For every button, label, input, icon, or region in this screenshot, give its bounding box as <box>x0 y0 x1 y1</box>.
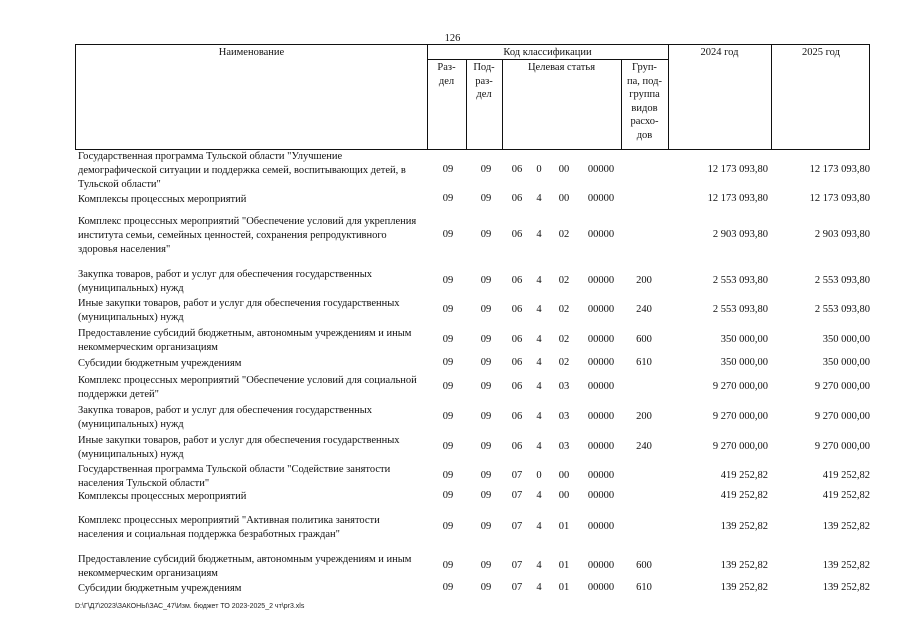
cell-t4: 00000 <box>587 560 615 571</box>
cell-t3: 03 <box>558 381 570 392</box>
cell-group: 600 <box>636 560 652 571</box>
cell-t1: 07 <box>511 560 523 571</box>
cell-t2: 4 <box>536 275 542 286</box>
cell-razdel: 09 <box>442 411 454 422</box>
cell-y2025: 139 252,82 <box>822 560 870 571</box>
cell-razdel: 09 <box>442 334 454 345</box>
cell-y2025: 2 553 093,80 <box>814 304 870 315</box>
cell-podrazdel: 09 <box>480 470 492 481</box>
cell-y2024: 9 270 000,00 <box>712 411 768 422</box>
cell-podrazdel: 09 <box>480 164 492 175</box>
row-name: Иные закупки товаров, работ и услуг для обеспечения государственных (муниципальных) нужд <box>78 298 400 323</box>
cell-t2: 4 <box>536 381 542 392</box>
cell-razdel: 09 <box>442 560 454 571</box>
cell-group: 200 <box>636 411 652 422</box>
cell-t4: 00000 <box>587 470 615 481</box>
cell-t3: 02 <box>558 275 570 286</box>
cell-t4: 00000 <box>587 411 615 422</box>
cell-t1: 06 <box>511 441 523 452</box>
cell-t2: 4 <box>536 334 542 345</box>
cell-razdel: 09 <box>442 381 454 392</box>
cell-razdel: 09 <box>442 582 454 593</box>
header-code: Код классификации <box>503 47 592 58</box>
cell-t4: 00000 <box>587 334 615 345</box>
cell-y2024: 12 173 093,80 <box>707 164 768 175</box>
cell-group: 610 <box>636 357 652 368</box>
cell-y2025: 2 903 093,80 <box>814 229 870 240</box>
header-2024: 2024 год <box>700 47 739 58</box>
cell-t3: 00 <box>558 470 570 481</box>
cell-t3: 02 <box>558 229 570 240</box>
cell-y2024: 9 270 000,00 <box>712 441 768 452</box>
row-name: Субсидии бюджетным учреждениям <box>78 583 242 594</box>
cell-t3: 00 <box>558 193 570 204</box>
cell-t3: 03 <box>558 441 570 452</box>
cell-podrazdel: 09 <box>480 441 492 452</box>
cell-podrazdel: 09 <box>480 411 492 422</box>
header-target: Целевая статья <box>527 62 596 73</box>
cell-t3: 01 <box>558 582 570 593</box>
cell-t1: 07 <box>511 470 523 481</box>
file-path: D:\Г\Д7\2023\ЗАКОНЫ\ЗАС_47\Изм. бюджет ТО 2023-2025_2 чт\pr3.xls <box>75 603 305 610</box>
cell-razdel: 09 <box>442 490 454 501</box>
cell-t4: 00000 <box>587 275 615 286</box>
cell-t2: 4 <box>536 560 542 571</box>
cell-t4: 00000 <box>587 521 615 532</box>
row-name: Комплекс процессных мероприятий "Активная политика занятости населения и социальная поддержка безработных граждан" <box>78 515 380 540</box>
cell-t2: 0 <box>536 164 542 175</box>
cell-t3: 00 <box>558 164 570 175</box>
cell-t1: 07 <box>511 582 523 593</box>
row-name: Закупка товаров, работ и услуг для обеспечения государственных (муниципальных) нужд <box>78 269 373 294</box>
cell-t3: 02 <box>558 334 570 345</box>
cell-t4: 00000 <box>587 304 615 315</box>
row-name: Комплексы процессных мероприятий <box>78 194 247 205</box>
cell-t3: 03 <box>558 411 570 422</box>
cell-t1: 07 <box>511 521 523 532</box>
cell-y2024: 2 553 093,80 <box>712 275 768 286</box>
cell-t2: 4 <box>536 229 542 240</box>
cell-t3: 02 <box>558 357 570 368</box>
cell-t1: 06 <box>511 304 523 315</box>
cell-razdel: 09 <box>442 470 454 481</box>
cell-podrazdel: 09 <box>480 381 492 392</box>
cell-y2024: 2 553 093,80 <box>712 304 768 315</box>
cell-t1: 06 <box>511 334 523 345</box>
row-name: Предоставление субсидий бюджетным, автономным учреждениям и иным некоммерческим организациям <box>78 554 412 579</box>
row-name: Комплекс процессных мероприятий "Обеспечение условий для социальной поддержки детей" <box>78 375 417 400</box>
cell-t4: 00000 <box>587 229 615 240</box>
cell-t1: 06 <box>511 357 523 368</box>
cell-y2024: 419 252,82 <box>720 490 768 501</box>
cell-t1: 07 <box>511 490 523 501</box>
cell-y2024: 9 270 000,00 <box>712 381 768 392</box>
cell-t3: 01 <box>558 560 570 571</box>
cell-y2025: 139 252,82 <box>822 582 870 593</box>
row-name: Предоставление субсидий бюджетным, автономным учреждениям и иным некоммерческим организациям <box>78 328 412 353</box>
cell-razdel: 09 <box>442 521 454 532</box>
cell-podrazdel: 09 <box>480 490 492 501</box>
cell-y2025: 350 000,00 <box>822 334 870 345</box>
cell-podrazdel: 09 <box>480 275 492 286</box>
row-name: Закупка товаров, работ и услуг для обеспечения государственных (муниципальных) нужд <box>78 405 373 430</box>
cell-y2025: 2 553 093,80 <box>814 275 870 286</box>
cell-razdel: 09 <box>442 357 454 368</box>
cell-t1: 06 <box>511 411 523 422</box>
cell-t2: 4 <box>536 357 542 368</box>
cell-podrazdel: 09 <box>480 193 492 204</box>
cell-group: 240 <box>636 441 652 452</box>
cell-y2025: 9 270 000,00 <box>814 441 870 452</box>
cell-t1: 06 <box>511 275 523 286</box>
cell-podrazdel: 09 <box>480 334 492 345</box>
header-podrazdel: Под- раз- дел <box>473 62 495 100</box>
cell-group: 240 <box>636 304 652 315</box>
cell-y2025: 350 000,00 <box>822 357 870 368</box>
cell-t2: 4 <box>536 582 542 593</box>
cell-t2: 4 <box>536 304 542 315</box>
cell-group: 600 <box>636 334 652 345</box>
divider <box>771 45 772 149</box>
cell-t2: 4 <box>536 490 542 501</box>
cell-t4: 00000 <box>587 357 615 368</box>
row-name: Субсидии бюджетным учреждениям <box>78 358 242 369</box>
cell-razdel: 09 <box>442 275 454 286</box>
cell-t3: 01 <box>558 521 570 532</box>
cell-podrazdel: 09 <box>480 229 492 240</box>
cell-podrazdel: 09 <box>480 560 492 571</box>
header-razdel: Раз- дел <box>437 62 456 87</box>
row-name: Комплексы процессных мероприятий <box>78 491 247 502</box>
cell-group: 610 <box>636 582 652 593</box>
cell-razdel: 09 <box>442 229 454 240</box>
page-number: 126 <box>444 33 461 44</box>
cell-podrazdel: 09 <box>480 357 492 368</box>
divider <box>668 45 669 149</box>
cell-podrazdel: 09 <box>480 521 492 532</box>
row-name: Государственная программа Тульской области "Улучшение демографической ситуации и поддержка семей, воспитывающих детей, в Тульской области" <box>78 151 406 190</box>
cell-t3: 02 <box>558 304 570 315</box>
cell-t4: 00000 <box>587 164 615 175</box>
cell-t1: 06 <box>511 164 523 175</box>
cell-y2024: 350 000,00 <box>720 334 768 345</box>
cell-t4: 00000 <box>587 582 615 593</box>
header-2025: 2025 год <box>802 47 840 58</box>
cell-t1: 06 <box>511 193 523 204</box>
cell-y2025: 419 252,82 <box>822 470 870 481</box>
cell-y2025: 139 252,82 <box>822 521 870 532</box>
cell-t4: 00000 <box>587 381 615 392</box>
cell-y2025: 9 270 000,00 <box>814 411 870 422</box>
cell-t1: 06 <box>511 381 523 392</box>
cell-y2024: 139 252,82 <box>720 521 768 532</box>
cell-t4: 00000 <box>587 490 615 501</box>
row-name: Государственная программа Тульской области "Содействие занятости населения Тульской области" <box>78 464 391 489</box>
cell-t4: 00000 <box>587 193 615 204</box>
cell-y2024: 139 252,82 <box>720 582 768 593</box>
cell-y2025: 12 173 093,80 <box>809 193 870 204</box>
cell-t2: 4 <box>536 521 542 532</box>
cell-t4: 00000 <box>587 441 615 452</box>
cell-y2024: 139 252,82 <box>720 560 768 571</box>
row-name: Иные закупки товаров, работ и услуг для обеспечения государственных (муниципальных) нужд <box>78 435 400 460</box>
cell-razdel: 09 <box>442 304 454 315</box>
cell-t2: 4 <box>536 411 542 422</box>
cell-t2: 0 <box>536 470 542 481</box>
cell-razdel: 09 <box>442 164 454 175</box>
cell-razdel: 09 <box>442 193 454 204</box>
table-header <box>75 44 870 150</box>
cell-t2: 4 <box>536 193 542 204</box>
cell-razdel: 09 <box>442 441 454 452</box>
cell-y2025: 12 173 093,80 <box>809 164 870 175</box>
header-group: Груп- па, под- группа видов расхо- дов <box>627 62 662 141</box>
cell-y2024: 2 903 093,80 <box>712 229 768 240</box>
cell-t2: 4 <box>536 441 542 452</box>
cell-y2025: 419 252,82 <box>822 490 870 501</box>
row-name: Комплекс процессных мероприятий "Обеспечение условий для укрепления института семьи, семейных ценностей, сохранения репродуктивного здоровья населения" <box>78 216 417 255</box>
cell-podrazdel: 09 <box>480 582 492 593</box>
cell-y2024: 419 252,82 <box>720 470 768 481</box>
header-name: Наименование <box>218 47 285 58</box>
cell-t3: 00 <box>558 490 570 501</box>
cell-y2024: 12 173 093,80 <box>707 193 768 204</box>
cell-y2024: 350 000,00 <box>720 357 768 368</box>
cell-group: 200 <box>636 275 652 286</box>
cell-t1: 06 <box>511 229 523 240</box>
cell-y2025: 9 270 000,00 <box>814 381 870 392</box>
cell-podrazdel: 09 <box>480 304 492 315</box>
